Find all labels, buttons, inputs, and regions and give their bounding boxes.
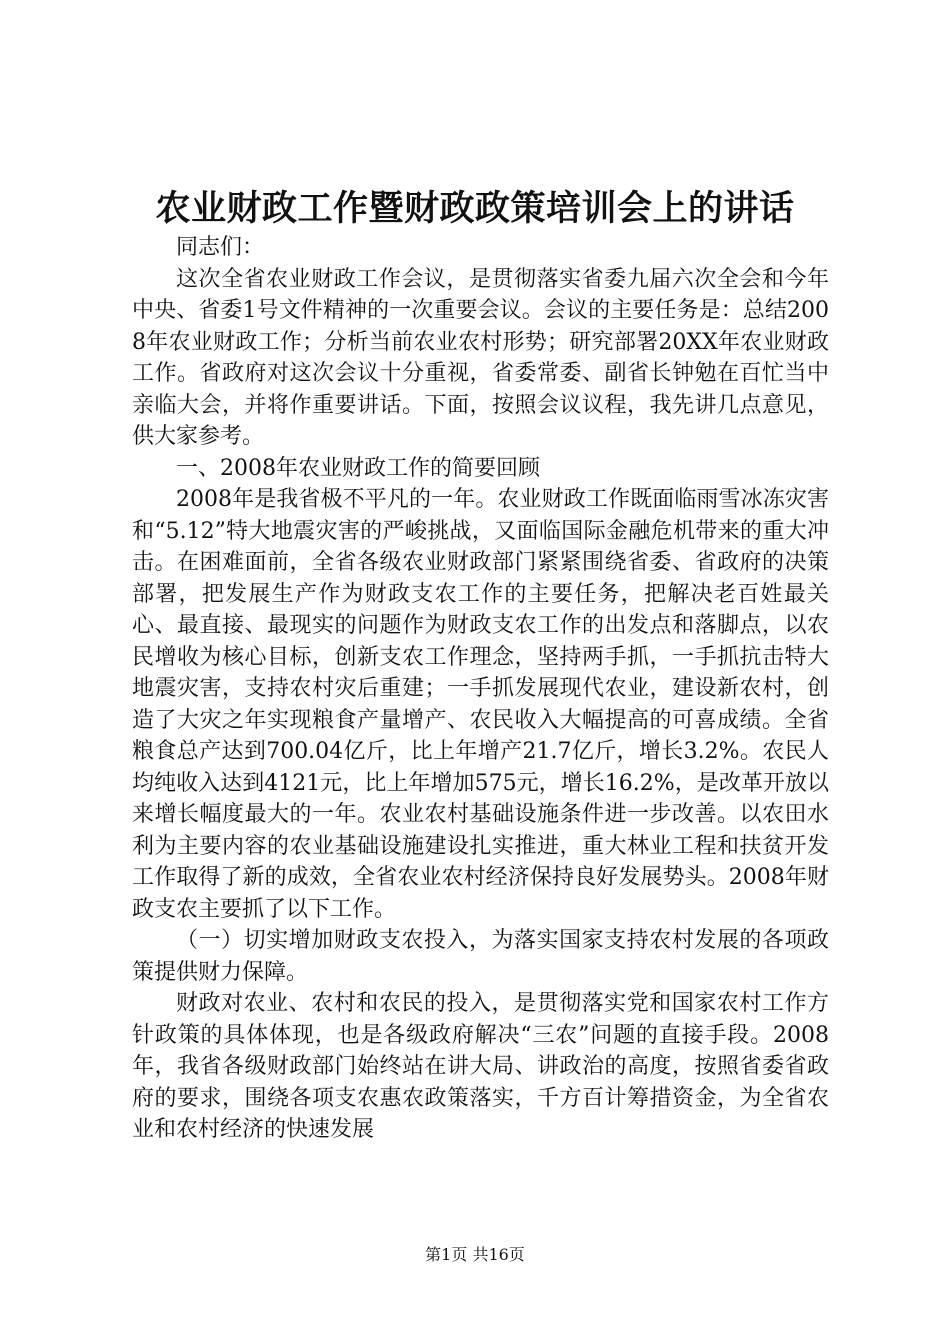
subsection-heading: （一）切实增加财政支农投入，为落实国家支持农村发展的各项政策提供财力保障。: [132, 928, 829, 985]
document-body: [132, 232, 829, 1146]
salutation: 同志们：: [176, 235, 265, 260]
document-title: 农业财政工作暨财政政策培训会上的讲话: [155, 188, 795, 229]
intro-paragraph: 这次全省农业财政工作会议，是贯彻落实省委九届六次全会和今年中央、省委1号文件精神的一次重要会议。会议的主要任务是：总结2008年农业财政工作；分析当前农业农村形势；研究部署20XX年农业财政工作。省政府对这次会议十分重视，省委常委、副省长钟勉在百忙当中亲临大会，并将作重要讲话。下面，按照会议议程，我先讲几点意见，供大家参考。: [132, 266, 829, 449]
section-heading: 一、2008年农业财政工作的简要回顾: [176, 455, 540, 481]
page-number-footer: 第1页 共16页: [425, 1245, 525, 1264]
review-paragraph: 2008年是我省极不平凡的一年。农业财政工作既面临雨雪冰冻灾害和“5.12”特大地震灾害的严峻挑战，又面临国际金融危机带来的重大冲击。在困难面前，全省各级农业财政部门紧紧围绕省委、省政府的决策部署，把发展生产作为财政支农工作的主要任务，把解决老百姓最关心、最直接、最现实的问题作为财政支农工作的出发点和落脚点，以农民增收为核心目标，创新支农工作理念，坚持两手抓，一手抓抗击特大地震灾害，支持农村灾后重建；一手抓发展现代农业，建设新农村，创造了大灾之年实现粮食产量增产、农民收入大幅提高的可喜成绩。全省粮食总产达到700.04亿斤，比上年增产21.7亿斤，增长3.2%。农民人均纯收入达到4121元，比上年增加575元，增长16.2%，是改革开放以来增长幅度最大的一年。农业农村基础设施条件进一步改善。以农田水利为主要内容的农业基础设施建设扎实推进，重大林业工程和扶贫开发工作取得了新的成效，全省农业农村经济保持良好发展势头。2008年财政支农主要抓了以下工作。: [132, 487, 829, 922]
investment-paragraph: 财政对农业、农村和农民的投入，是贯彻落实党和国家农村工作方针政策的具体体现，也是各级政府解决“三农”问题的直接手段。2008年，我省各级财政部门始终站在讲大局、讲政治的高度，按照省委省政府的要求，围绕各项支农惠农政策落实，千方百计筹措资金，为全省农业和农村经济的快速发展: [132, 991, 829, 1142]
